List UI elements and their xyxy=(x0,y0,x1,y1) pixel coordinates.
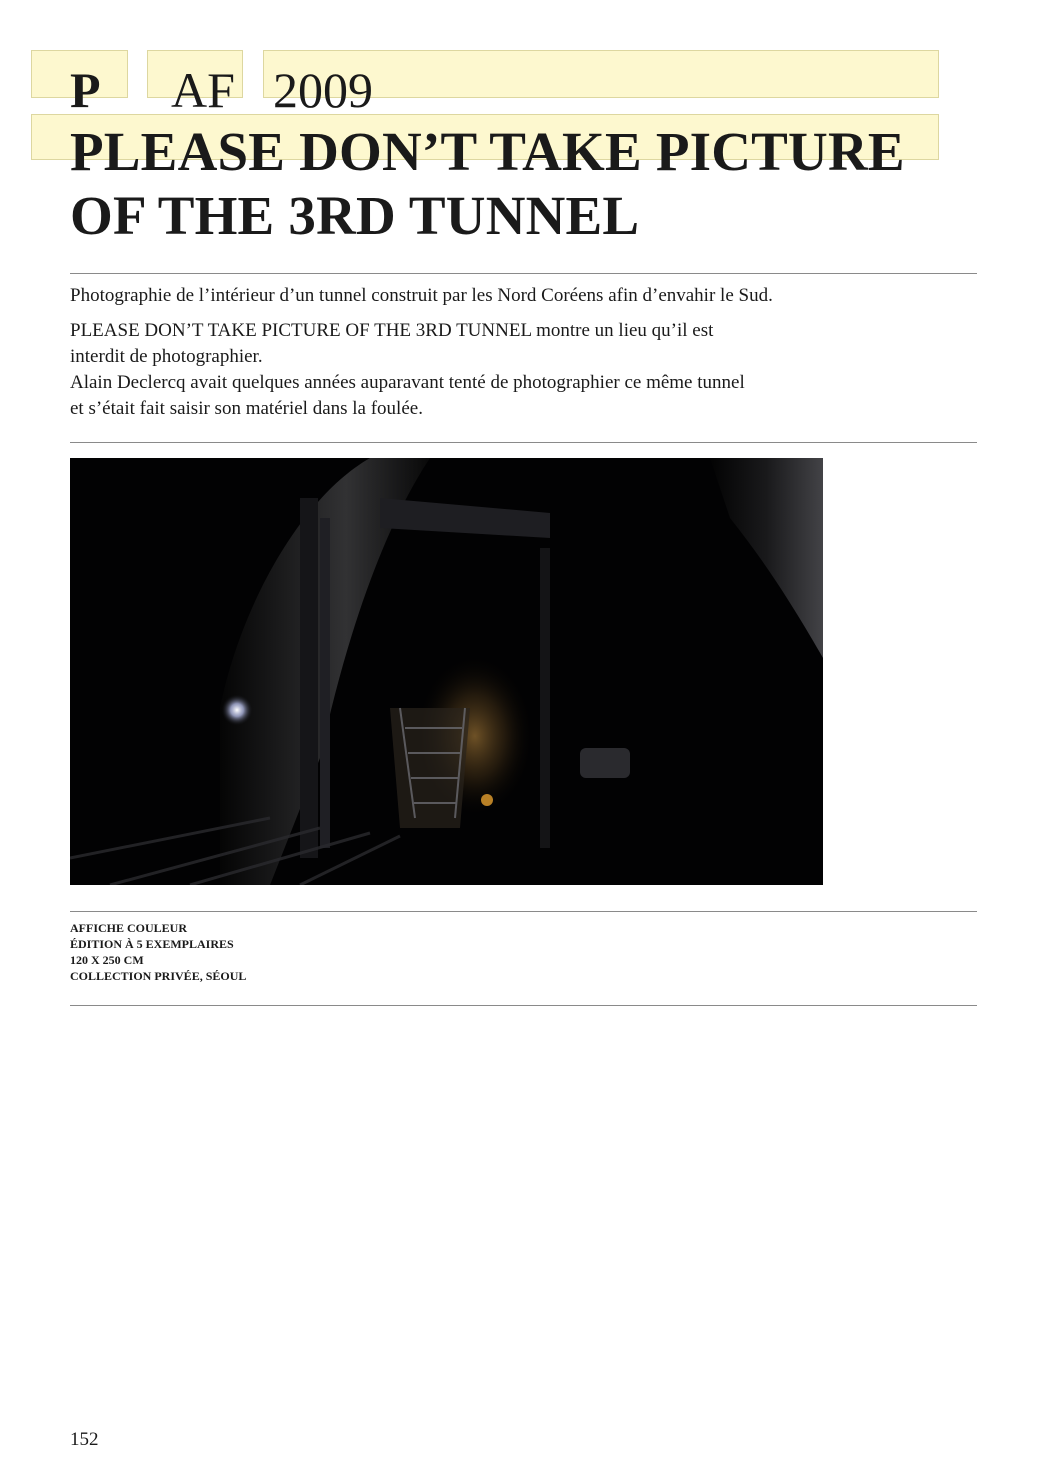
page-number: 152 xyxy=(70,1429,99,1450)
artwork-specs xyxy=(70,920,246,984)
description-line: et s’était fait saisir son matériel dans la foulée. xyxy=(70,398,423,419)
tunnel-photograph-illustration xyxy=(70,458,823,885)
divider-specs-top xyxy=(70,911,977,912)
entry-category: AF xyxy=(171,62,235,118)
entry-year: 2009 xyxy=(273,62,373,118)
spec-collection: COLLECTION PRIVÉE, SÉOUL xyxy=(70,969,247,983)
spec-medium: AFFICHE COULEUR xyxy=(70,921,188,935)
tunnel-photograph xyxy=(70,458,823,885)
description-line: Alain Declercq avait quelques années auparavant tenté de photographier ce même tunnel xyxy=(70,372,745,393)
page-title xyxy=(70,120,990,248)
spec-edition: ÉDITION À 5 EXEMPLAIRES xyxy=(70,937,234,951)
description xyxy=(70,283,970,422)
spec-dimensions: 120 X 250 CM xyxy=(70,953,144,967)
description-line: PLEASE DON’T TAKE PICTURE OF THE 3RD TUNNEL montre un lieu qu’il est xyxy=(70,320,714,341)
description-paragraph-1: Photographie de l’intérieur d’un tunnel construit par les Nord Coréens afin d’envahir le Sud. xyxy=(70,285,773,306)
entry-letter: P xyxy=(70,62,101,118)
title-line-1: PLEASE DON’T TAKE PICTURE xyxy=(70,121,905,182)
divider-middle xyxy=(70,442,977,443)
title-line-2: OF THE 3RD TUNNEL xyxy=(70,185,640,246)
divider-top xyxy=(70,273,977,274)
description-paragraph-2 xyxy=(70,318,970,422)
description-line: interdit de photographier. xyxy=(70,346,263,367)
divider-specs-bottom xyxy=(70,1005,977,1006)
